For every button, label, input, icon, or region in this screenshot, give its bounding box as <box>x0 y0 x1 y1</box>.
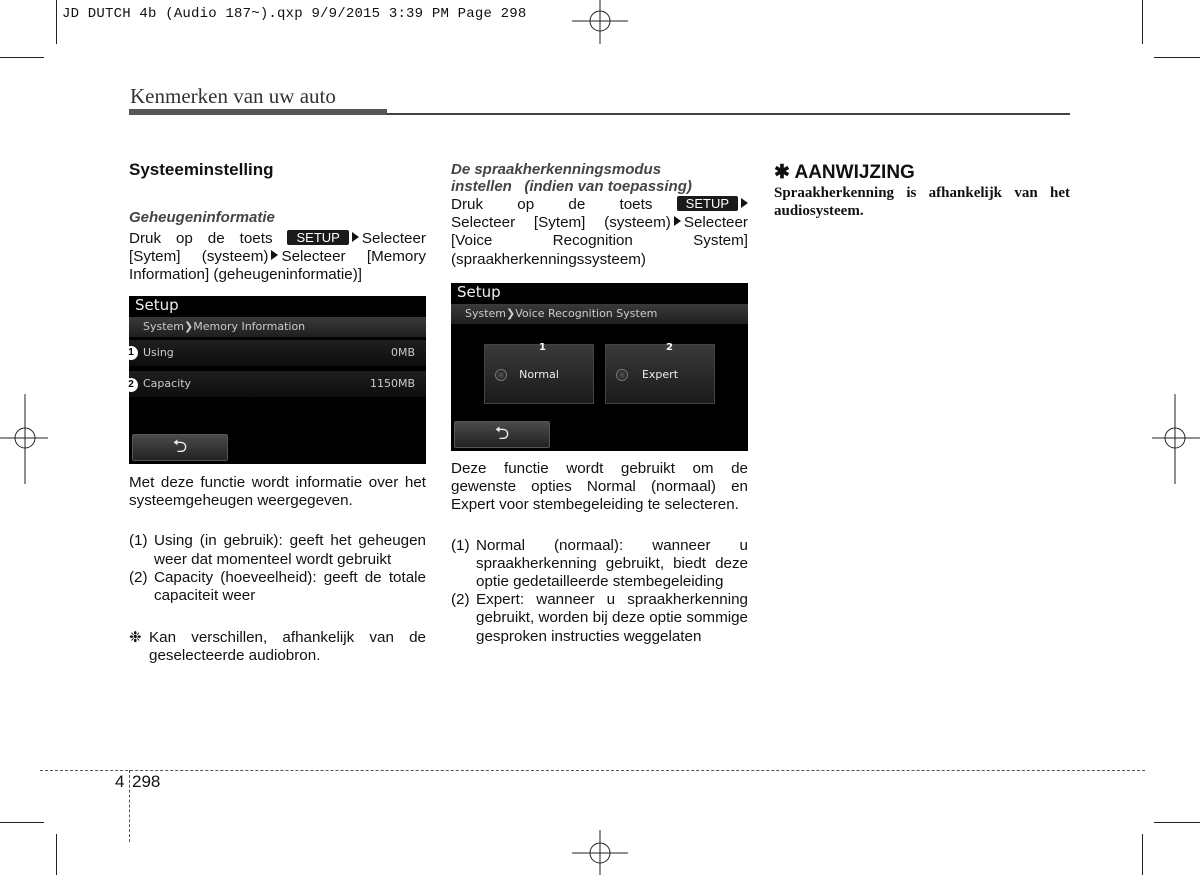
row-label: Using <box>143 346 174 359</box>
back-arrow-icon: ⮌ <box>494 423 510 444</box>
screen-breadcrumb: System❯Voice Recognition System <box>451 304 748 324</box>
arrow-right-icon <box>674 216 681 226</box>
row-value: 0MB <box>390 346 415 359</box>
list-number: (2) <box>129 568 148 586</box>
registration-mark-right <box>1152 394 1200 484</box>
footer-dashed-vertical <box>129 770 130 842</box>
arrow-right-icon <box>352 232 359 242</box>
description: Deze functie wordt gebruikt om de gewenste opties Normal (normaal) en Expert voor stembegeleiding te selecteren. <box>451 460 748 514</box>
screen-title: Setup <box>135 296 179 314</box>
list-text: Capacity (hoeveelheid): geeft de totale capaciteit weer <box>154 568 426 605</box>
marker-2: 2 <box>124 378 138 392</box>
section-heading: Systeeminstelling <box>129 160 274 179</box>
marker-2: 2 <box>666 342 673 353</box>
instruction-pre: Druk op de toets <box>129 230 273 247</box>
option-expert-button[interactable] <box>605 344 715 404</box>
screen-title: Setup <box>457 283 501 301</box>
note-body: Spraakherkenning is afhankelijk van het audiosysteem. <box>774 185 1070 219</box>
instruction-pre: Druk op de toets <box>451 196 653 213</box>
subsection-heading-line1: De spraakherkenningsmodus <box>451 161 662 178</box>
list-item <box>129 532 426 568</box>
list-item <box>451 591 748 646</box>
registration-mark-bottom <box>572 830 628 875</box>
column-left <box>129 160 426 285</box>
row-value: 1150MB <box>369 377 415 390</box>
marker-1: 1 <box>124 346 138 360</box>
row-label: Capacity <box>143 377 192 390</box>
list-text: Expert: wanneer u spraakherkenning gebruikt, worden bij deze optie sommige gesproken instructies weggelaten <box>476 591 748 645</box>
instruction-post: Selecteer [Memory Information] (geheugeninformatie)] <box>129 248 426 284</box>
back-arrow-icon: ⮌ <box>172 436 188 457</box>
list-item <box>129 569 426 605</box>
list-number: (2) <box>451 591 470 609</box>
column-right <box>774 161 1070 220</box>
footnote-symbol: ❉ <box>129 629 142 647</box>
list-number: (1) <box>129 532 148 550</box>
subsection-heading: Geheugeninformatie <box>129 209 275 226</box>
instruction-mid: Selecteer [Sytem] (systeem) <box>451 214 671 232</box>
column-middle <box>451 161 748 269</box>
footnote-text: Kan verschillen, afhankelijk van de geselecteerde audiobron. <box>149 629 426 665</box>
header-rule-thin <box>387 113 1070 115</box>
option-normal-button[interactable] <box>484 344 594 404</box>
setup-key: SETUP <box>677 196 738 211</box>
registration-mark-left <box>0 394 48 484</box>
print-slug: JD DUTCH 4b (Audio 187~).qxp 9/9/2015 3:39 PM Page 298 <box>62 6 527 22</box>
arrow-right-icon <box>741 198 748 208</box>
list-text: Normal (normaal): wanneer u spraakherkenning gebruikt, biedt deze optie gedetailleerde stembegeleiding <box>476 536 748 591</box>
setup-screen-memory <box>129 296 426 464</box>
list-number: (1) <box>451 536 470 554</box>
footnote <box>129 629 426 665</box>
page-number: 298 <box>132 772 161 791</box>
column-left-body <box>129 474 426 666</box>
description: Met deze functie wordt informatie over het systeemgeheugen weergegeven. <box>129 474 426 510</box>
list-item <box>451 537 748 592</box>
memory-row-using <box>129 340 426 366</box>
column-middle-body <box>451 460 748 646</box>
section-number: 4 <box>115 772 125 791</box>
memory-row-capacity <box>129 371 426 397</box>
arrow-right-icon <box>271 250 278 260</box>
back-button[interactable] <box>132 434 228 461</box>
back-button[interactable] <box>454 421 550 448</box>
instruction-text <box>451 196 748 269</box>
option-label: Normal <box>519 368 559 381</box>
chapter-title: Kenmerken van uw auto <box>130 84 336 108</box>
header-rule-thick <box>129 109 387 115</box>
option-list <box>451 537 748 646</box>
registration-mark-top <box>572 0 628 44</box>
footer-dashed-rule <box>40 770 1145 771</box>
setup-key: SETUP <box>287 230 348 245</box>
instruction-mid: Selecteer [Sytem] (systeem) <box>129 230 426 266</box>
list-text: Using (in gebruik): geeft het geheugen weer dat momenteel wordt gebruikt <box>154 532 426 568</box>
screen-breadcrumb: System❯Memory Information <box>129 317 426 337</box>
instruction-post: Selecteer [Voice Recognition System] (spraakherkenningssysteem) <box>451 214 748 268</box>
footnote-item <box>129 629 426 665</box>
subsection-heading-line2: instellen (indien van toepassing) <box>451 178 692 195</box>
setup-screen-voice <box>451 283 748 451</box>
option-label: Expert <box>641 368 679 381</box>
instruction-text <box>129 230 426 285</box>
note-heading: ✱ AANWIJZING <box>774 162 915 183</box>
marker-1: 1 <box>539 342 546 353</box>
option-list <box>129 532 426 605</box>
